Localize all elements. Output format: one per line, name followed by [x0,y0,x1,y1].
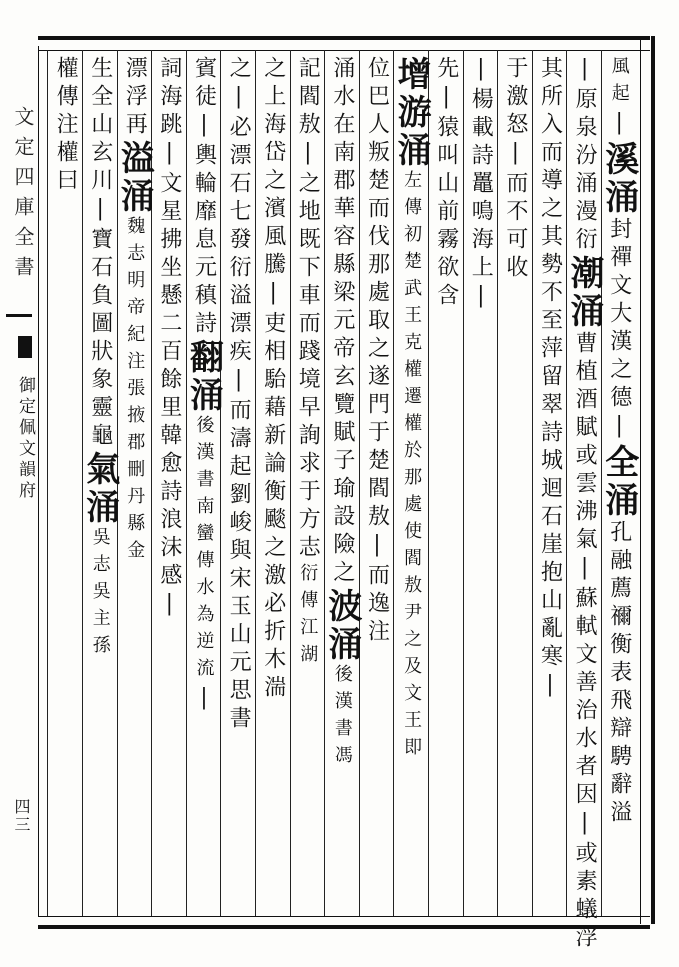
text-column [564,56,605,953]
entry-headword: 涌 [564,293,605,331]
margin-header [6,106,40,286]
text-segment: | [226,84,252,115]
text-segment: 輿輪靡息元稹詩 [191,143,217,339]
text-column [114,56,155,567]
entry-headword: 波 [321,588,362,626]
margin-book-title [8,376,42,502]
text-column [183,56,224,716]
text-segment: 衍傳江湖 [297,563,319,671]
text-segment: 吏相駘藉新論衡颷之激必折木湍 [260,311,286,703]
book-title: 御定佩文韻府 [15,376,35,502]
text-segment: | [364,532,390,563]
folio-number: 四三 [12,798,31,834]
text-segment: 蘇軾文善治水者因 [572,586,598,810]
text-column [152,56,186,622]
text-column [256,56,290,703]
entry-headword: 氣 [79,451,120,489]
page-frame-right [640,36,655,924]
text-segment: | [572,56,598,87]
text-segment: 位巴人叛楚而伐那處取之遂門于楚閻敖 [364,56,390,532]
text-segment: | [606,413,632,444]
fishtail-mark [6,314,32,317]
text-segment: 山玄川 [87,112,113,196]
text-segment: | [191,685,217,716]
text-segment: 左傳初楚武王克權遷權於那處使閻敖尹之及文王即 [401,170,423,764]
text-segment: 封禪文大漢之德 [606,217,632,413]
text-segment: 曹植酒賦或雲沸 [572,331,598,527]
text-segment: 氣| [572,527,598,586]
text-segment: 魏志明帝紀注張掖郡刪丹縣金 [124,216,146,567]
text-segment: 于激怒 [502,56,528,140]
text-segment: 二百餘里韓愈詩浪沫感 [156,311,182,591]
text-segment: 後漢書南蠻傳水為逆流 [193,415,215,685]
text-column [391,56,432,764]
text-segment: 之 [226,56,252,84]
text-segment: | [468,56,494,87]
entry-headword: 翻 [183,339,224,377]
text-column [533,56,567,703]
text-column [360,56,394,647]
text-column [290,56,324,671]
entry-headword: 涌 [114,178,155,216]
text-column [321,56,362,772]
text-segment: 寶石負圖狀象靈龜 [87,227,113,451]
entry-headword: 溪 [598,141,639,179]
page-frame-bottom [38,916,650,929]
text-segment: 而濤起劉峻與宋玉山元思書 [226,398,252,734]
text-segment: 或素蟻浮 [572,841,598,953]
text-segment: | [191,112,217,143]
text-segment: | [295,140,321,171]
text-segment: 後漢書馮 [331,664,353,772]
text-segment: | [468,283,494,314]
text-segment: 而逸注 [364,563,390,647]
entry-headword: 游 [391,94,432,132]
entry-headword: 全 [598,444,639,482]
text-column [48,56,82,196]
text-segment: | [87,196,113,227]
text-column [498,56,532,283]
entry-headword: 涌 [598,482,639,520]
text-segment: 先| [433,56,459,115]
entry-headword: 增 [391,56,432,94]
page-margin [0,46,36,916]
entry-headword: 涌 [79,489,120,527]
text-segment: 楊載詩鼉鳴海上 [468,87,494,283]
text-segment: 風起 [608,56,630,110]
text-segment: 生全 [87,56,113,112]
entry-headword: 涌 [321,626,362,664]
text-segment: | [156,591,182,622]
text-segment: 記閻敖 [295,56,321,140]
folio [4,798,38,834]
text-segment: 萍留翠詩城迴石崖抱山亂寒 [537,336,563,672]
text-segment: | [606,110,632,141]
text-segment: 原泉汾涌漫衍 [572,87,598,255]
text-segment: 吳志吳主孫 [89,527,111,662]
text-segment: 之地既下車而踐境早詢求于方志 [295,171,321,563]
text-segment: 涌水在南郡華容縣梁元帝玄覽賦子瑜設險之 [329,56,355,588]
text-column [429,56,463,311]
entry-headword: 潮 [564,255,605,293]
text-segment: 權傳注權曰 [53,56,79,196]
text-segment: | [226,367,252,398]
entry-headword: 溢 [114,140,155,178]
margin-header-text: 文定四庫全書 [11,106,35,286]
text-segment: 文星拂坐懸 [156,171,182,311]
text-segment: | [572,810,598,841]
text-segment: 之上海岱之濱風騰 [260,56,286,280]
text-column [598,56,639,828]
text-segment: 詞海跳 [156,56,182,140]
text-column [463,56,497,314]
text-segment: 孔融薦禰衡表飛辯騁辭溢 [606,520,632,828]
text-segment: 賓徒 [191,56,217,112]
text-segment: | [537,672,563,703]
text-segment: 而不可收 [502,171,528,283]
text-segment: 必漂石七發衍溢漂疾 [226,115,252,367]
fishtail-block [18,336,32,358]
entry-headword: 涌 [183,377,224,415]
text-segment: 漂浮再 [122,56,148,140]
text-segment: | [260,280,286,311]
page-frame-top [38,36,650,51]
text-segment: | [502,140,528,171]
text-column [79,56,120,662]
entry-headword: 涌 [598,179,639,217]
entry-headword: 涌 [391,132,432,170]
text-segment: 其所入而導之其勢不至 [537,56,563,336]
text-segment: | [156,140,182,171]
text-segment: 猿叫山前霧欲含 [433,115,459,311]
text-column [221,56,255,734]
